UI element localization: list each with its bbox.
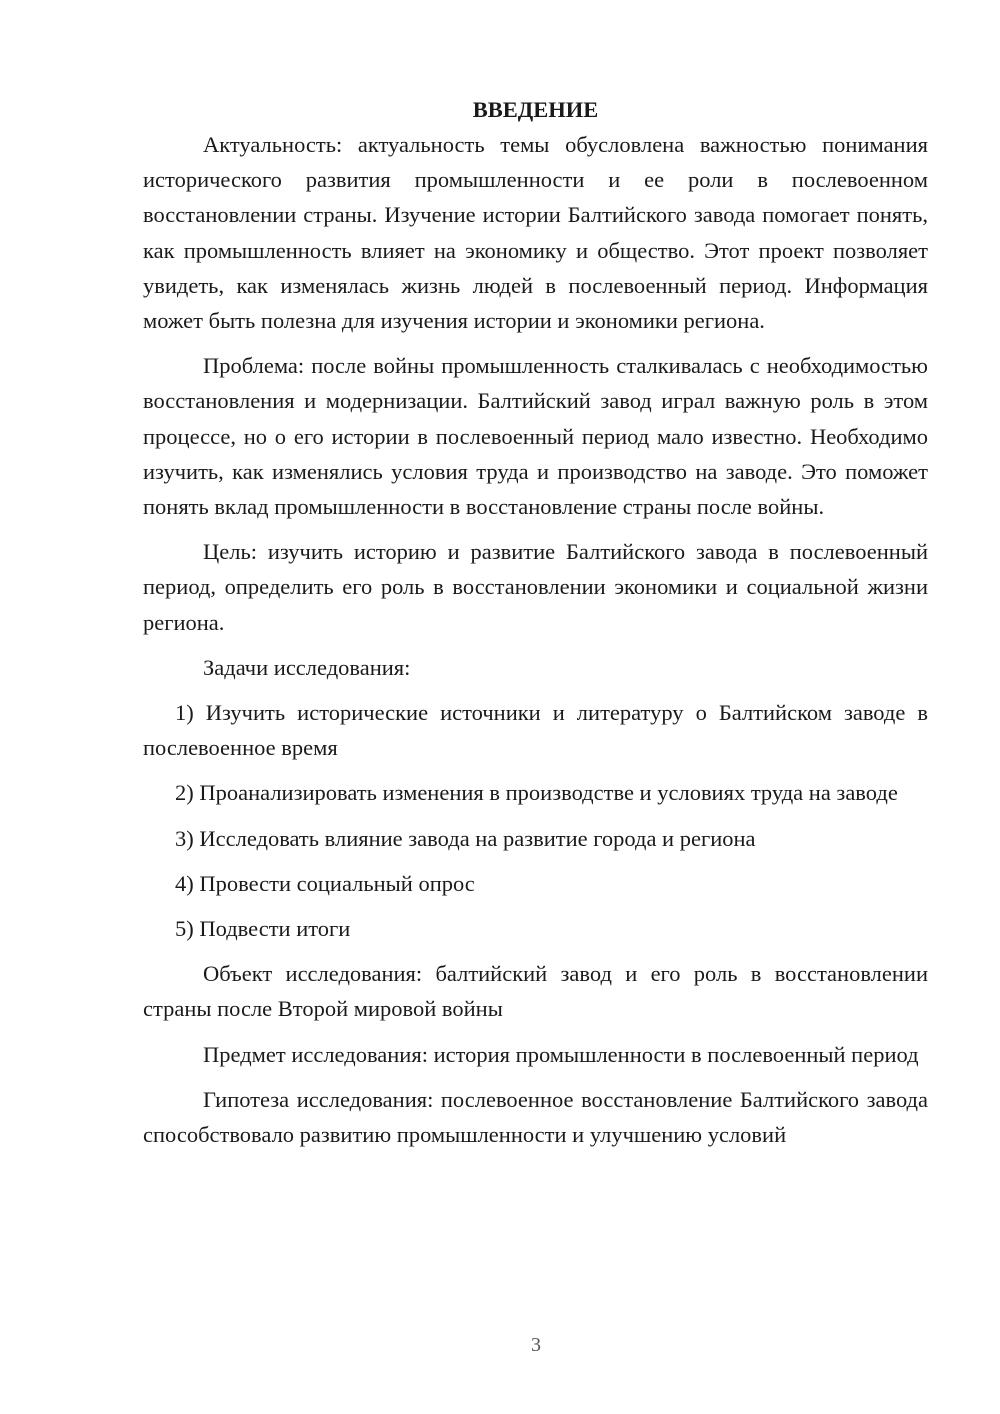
task-item: 2) Проанализировать изменения в производстве и условиях труда на заводе: [175, 780, 898, 806]
task-item: 5) Подвести итоги: [175, 916, 351, 942]
paragraph-relevance: Актуальность: актуальность темы обусловлена важностью понимания исторического развития промышленности и ее роли в послевоенном восстановлении страны. Изучение истории Балтийского завода помогает понять, как промышленность влияет на экономику и общество. Этот проект позволяет увидеть, как изменялась жизнь людей в послевоенный период. Информация может быть полезна для изучения истории и экономики региона.: [143, 132, 928, 334]
page-title: ВВЕДЕНИЕ: [472, 97, 599, 122]
document-page: [143, 92, 928, 1152]
paragraph-object: Объект исследования: балтийский завод и его роль в восстановлении страны после Второй мировой войны: [143, 961, 928, 1022]
task-item: 3) Исследовать влияние завода на развитие города и региона: [175, 825, 756, 851]
task-item: 4) Провести социальный опрос: [175, 870, 475, 896]
tasks-heading: Задачи исследования:: [203, 654, 411, 680]
task-item: 1) Изучить исторические источники и литературу о Балтийском заводе в послевоенное время: [143, 700, 928, 761]
paragraph-goal: Цель: изучить историю и развитие Балтийского завода в послевоенный период, определить его роль в восстановлении экономики и социальной жизни региона.: [143, 539, 928, 635]
page-number: 3: [531, 1334, 541, 1356]
paragraph-subject: Предмет исследования: история промышленности в послевоенный период: [203, 1041, 919, 1067]
paragraph-hypothesis: Гипотеза исследования: послевоенное восстановление Балтийского завода способствовало развитию промышленности и улучшению условий: [143, 1086, 928, 1148]
paragraph-problem: Проблема: после войны промышленность сталкивалась с необходимостью восстановления и модернизации. Балтийский завод играл важную роль в этом процессе, но о его истории в послевоенный период мало известно. Необходимо изучить, как изменялись условия труда и производство на заводе. Это поможет понять вклад промышленности в восстановление страны после войны.: [143, 353, 928, 520]
